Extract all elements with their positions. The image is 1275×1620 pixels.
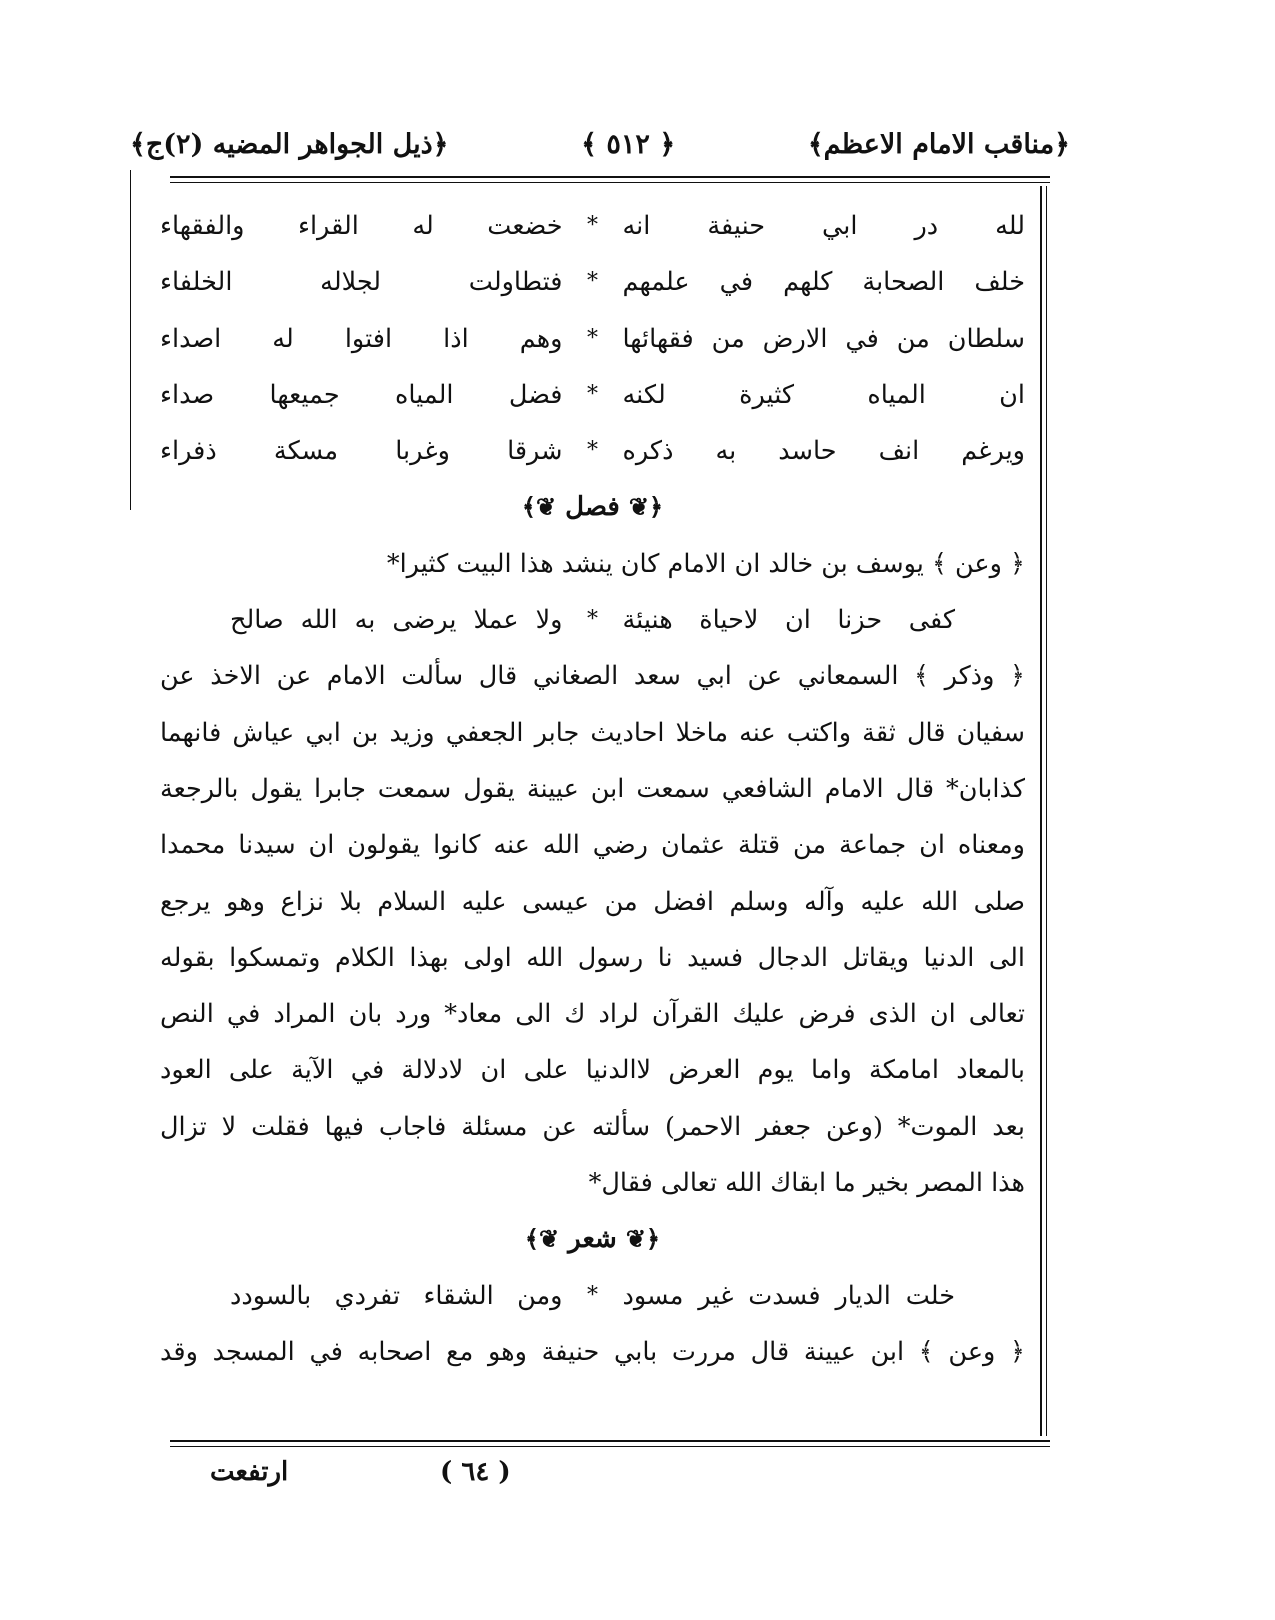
verse-second-hemistich: ومن الشقاء تفردي بالسودد bbox=[230, 1280, 563, 1311]
verse-first-hemistich: لله در ابي حنيفة انه bbox=[622, 211, 1025, 241]
text-line: بالمعاد امامكة واما يوم العرض لاالدنيا على ان لادلالة في الآية على العود bbox=[160, 1055, 1025, 1086]
poem-verse bbox=[160, 423, 1025, 479]
footer-rule-bottom bbox=[170, 1446, 1050, 1447]
running-header bbox=[130, 122, 1070, 166]
text-line: بعد الموت* (وعن جعفر الاحمر) سألته عن مسئلة فاجاب فيها فقلت لا تزال bbox=[160, 1111, 1025, 1142]
page-body bbox=[160, 198, 1025, 1433]
right-border-line bbox=[1040, 186, 1042, 1436]
section-heading-shir bbox=[160, 1211, 1025, 1267]
verse-first-hemistich: ان المياه كثيرة لكنه bbox=[622, 379, 1025, 410]
header-rule-top bbox=[170, 176, 1050, 178]
right-border-line-inner bbox=[1046, 186, 1047, 1436]
ornament-icon: ❦﴾ bbox=[524, 1224, 560, 1254]
verse-first-hemistich: كفى حزنا ان لاحياة هنيئة bbox=[622, 605, 955, 636]
verse-first-hemistich: ويرغم انف حاسد به ذكره bbox=[622, 436, 1025, 467]
text-line: كذابان* قال الامام الشافعي سمعت ابن عيينة يقول سمعت جابرا يقول بالرجعة bbox=[160, 773, 1025, 804]
text-line: ﴿ وذكر ﴾ السمعاني عن ابي سعد الصغاني قال سألت الامام عن الاخذ عن bbox=[160, 661, 1025, 692]
verse-second-hemistich: فضل المياه جميعها صداء bbox=[160, 379, 563, 410]
catchword: ارتفعت bbox=[210, 1457, 289, 1487]
poem-verse bbox=[160, 367, 1025, 423]
text-line: صلى الله عليه وآله وسلم افضل من عيسى عليه السلام بلا نزاع وهو يرجع bbox=[160, 886, 1025, 917]
text-line: هذا المصر بخير ما ابقاك الله تعالى فقال* bbox=[588, 1168, 1025, 1199]
verse-second-hemistich: خضعت له القراء والفقهاء bbox=[160, 211, 563, 241]
header-rule-bottom bbox=[170, 182, 1050, 183]
poem-verse bbox=[160, 254, 1025, 310]
page-footer bbox=[170, 1452, 1050, 1492]
header-book-title: ﴿مناقب الامام الاعظم﴾ bbox=[807, 128, 1070, 160]
header-volume-title: ﴿ذيل الجواهر المضيه (٢)ج﴾ bbox=[130, 128, 449, 160]
ornament-icon: ❦﴾ bbox=[521, 492, 557, 522]
poem-verse bbox=[160, 198, 1025, 254]
verse-first-hemistich: خلف الصحابة كلهم في علمهم bbox=[622, 267, 1025, 298]
text-line: ﴿ وعن ﴾ يوسف بن خالد ان الامام كان ينشد هذا البيت كثيرا* bbox=[386, 548, 1025, 579]
text-line: ومعناه ان جماعة من قتلة عثمان رضي الله عنه كانوا يقولون ان سيدنا محمدا bbox=[160, 830, 1025, 861]
verse-second-hemistich: شرقا وغربا مسكة ذفراء bbox=[160, 436, 563, 467]
verse-second-hemistich: وهم اذا افتوا له اصداء bbox=[160, 323, 563, 354]
ornament-icon: ﴿❦ bbox=[625, 1224, 661, 1254]
poem-verse bbox=[160, 311, 1025, 367]
verse-separator: * bbox=[587, 1282, 598, 1308]
verse-second-hemistich: ولا عملا يرضى به الله صالح bbox=[230, 605, 563, 636]
text-line: ﴿ وعن ﴾ ابن عيينة قال مررت بابي حنيفة وهو مع اصحابه في المسجد وقد bbox=[160, 1336, 1025, 1367]
footer-page-number: ( ٦٤ ) bbox=[440, 1457, 511, 1487]
section-title: فصل bbox=[565, 492, 620, 523]
text-line: تعالى ان الذى فرض عليك القرآن لراد ك الى معاد* ورد بان المراد في النص bbox=[160, 999, 1025, 1030]
poem-verse bbox=[160, 1268, 1025, 1324]
text-line: سفيان قال ثقة واكتب عنه ماخلا احاديث جابر الجعفي وزيد بن ابي عياش فانهما bbox=[160, 717, 1025, 748]
verse-separator: * bbox=[587, 607, 598, 633]
verse-first-hemistich: سلطان من في الارض من فقهائها bbox=[622, 323, 1025, 354]
verse-separator: * bbox=[587, 213, 598, 238]
ornament-icon: ﴿❦ bbox=[628, 492, 664, 522]
poem-verse bbox=[160, 592, 1025, 648]
verse-separator: * bbox=[587, 438, 598, 464]
verse-first-hemistich: خلت الديار فسدت غير مسود bbox=[622, 1280, 955, 1311]
header-page-number: ﴿ ٥١٢ ﴾ bbox=[581, 128, 676, 160]
verse-separator: * bbox=[587, 381, 598, 407]
section-title: شعر bbox=[568, 1224, 617, 1255]
verse-second-hemistich: فتطاولت لجلاله الخلفاء bbox=[160, 267, 563, 298]
left-border-fragment bbox=[130, 170, 131, 510]
verse-separator: * bbox=[587, 325, 598, 351]
verse-separator: * bbox=[587, 269, 598, 295]
text-line: الى الدنيا ويقاتل الدجال فسيد نا رسول الله اولى بهذا الكلام وتمسكوا بقوله bbox=[160, 942, 1025, 973]
footer-rule-top bbox=[170, 1440, 1050, 1442]
section-heading-fasl bbox=[160, 479, 1025, 535]
